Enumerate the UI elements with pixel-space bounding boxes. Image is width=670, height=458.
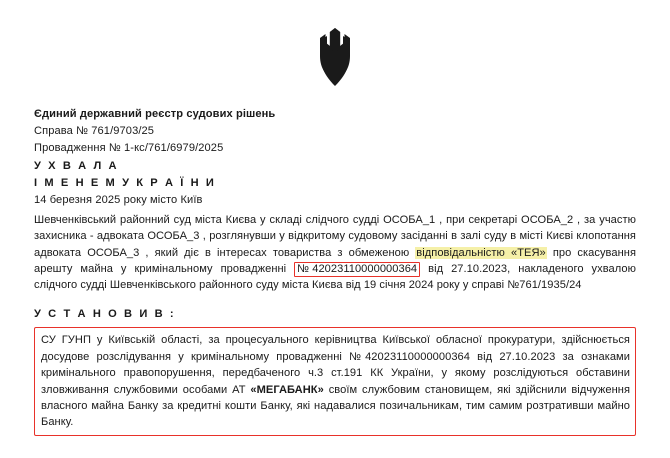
date-and-city-line: 14 березня 2025 року місто Київ bbox=[34, 194, 203, 207]
ukraine-trident-emblem bbox=[309, 26, 361, 92]
findings-text-part-1: СУ ГУНП у Київській області, за процесуального керівництва Київської обласної прокуратури, здійснюється досудове розслідування у кримінальному провадженні №42023110000000364 від 27.10.2023 за ознаками кримінального правопорушення, передбаченого ч.3 ст.191 КК України, у якому розслідуються обставини зловживання службовими особами АТ bbox=[41, 334, 630, 396]
paragraph-spacer bbox=[34, 293, 636, 306]
bank-name-bold: «МЕГАБАНК» bbox=[250, 383, 324, 396]
boxed-case-number: № 42023110000000364 bbox=[294, 262, 420, 277]
highlighted-company-phrase: відповідальністю «ТЕЯ» bbox=[416, 246, 546, 259]
intro-text-part-2: про скасування арешту майна у кримінальному провадженні bbox=[34, 246, 636, 275]
intro-text-part-3: від 27.10.2023, накладеного ухвалою слідчого судді Шевченківського районного суду міста Києва від 19 січня 2024 року у справі №761/1935/24 bbox=[34, 262, 637, 292]
in-name-of-ukraine-heading: І М Е Н Е М У К Р А Ї Н И bbox=[34, 176, 216, 189]
intro-paragraph bbox=[34, 212, 636, 293]
intro-text-part-1: Шевченківський районний суд міста Києва у складі слідчого судді ОСОБА_1 , при секретарі ОСОБА_2 , за участю захисника - адвоката ОСОБА_3 , розглянувши у відкритому судовому засіданні в залі суду в місті Києві клопотання адвоката ОСОБА_3 , який діє в інтересах товариства з обмеженою bbox=[34, 214, 636, 259]
findings-paragraph bbox=[41, 332, 630, 430]
registry-title: Єдиний державний реєстр судових рішень bbox=[34, 108, 276, 120]
findings-text-part-2: своїм службовим становищем, які здійснили відчуження власного майна Банку за кредитні кошти Банку, які надавалися позичальникам, тим самим розтративши майно Банку. bbox=[41, 383, 630, 429]
decision-heading: У Х В А Л А bbox=[34, 159, 119, 172]
case-number-line: Справа № 761/9703/25 bbox=[34, 125, 155, 138]
proceeding-number-line: Провадження № 1-кс/761/6979/2025 bbox=[34, 142, 224, 155]
boxed-findings-block bbox=[34, 327, 636, 435]
emblem-container bbox=[0, 0, 670, 106]
document-body bbox=[0, 106, 670, 436]
ustanoviv-heading: У С Т А Н О В И В : bbox=[34, 308, 176, 321]
